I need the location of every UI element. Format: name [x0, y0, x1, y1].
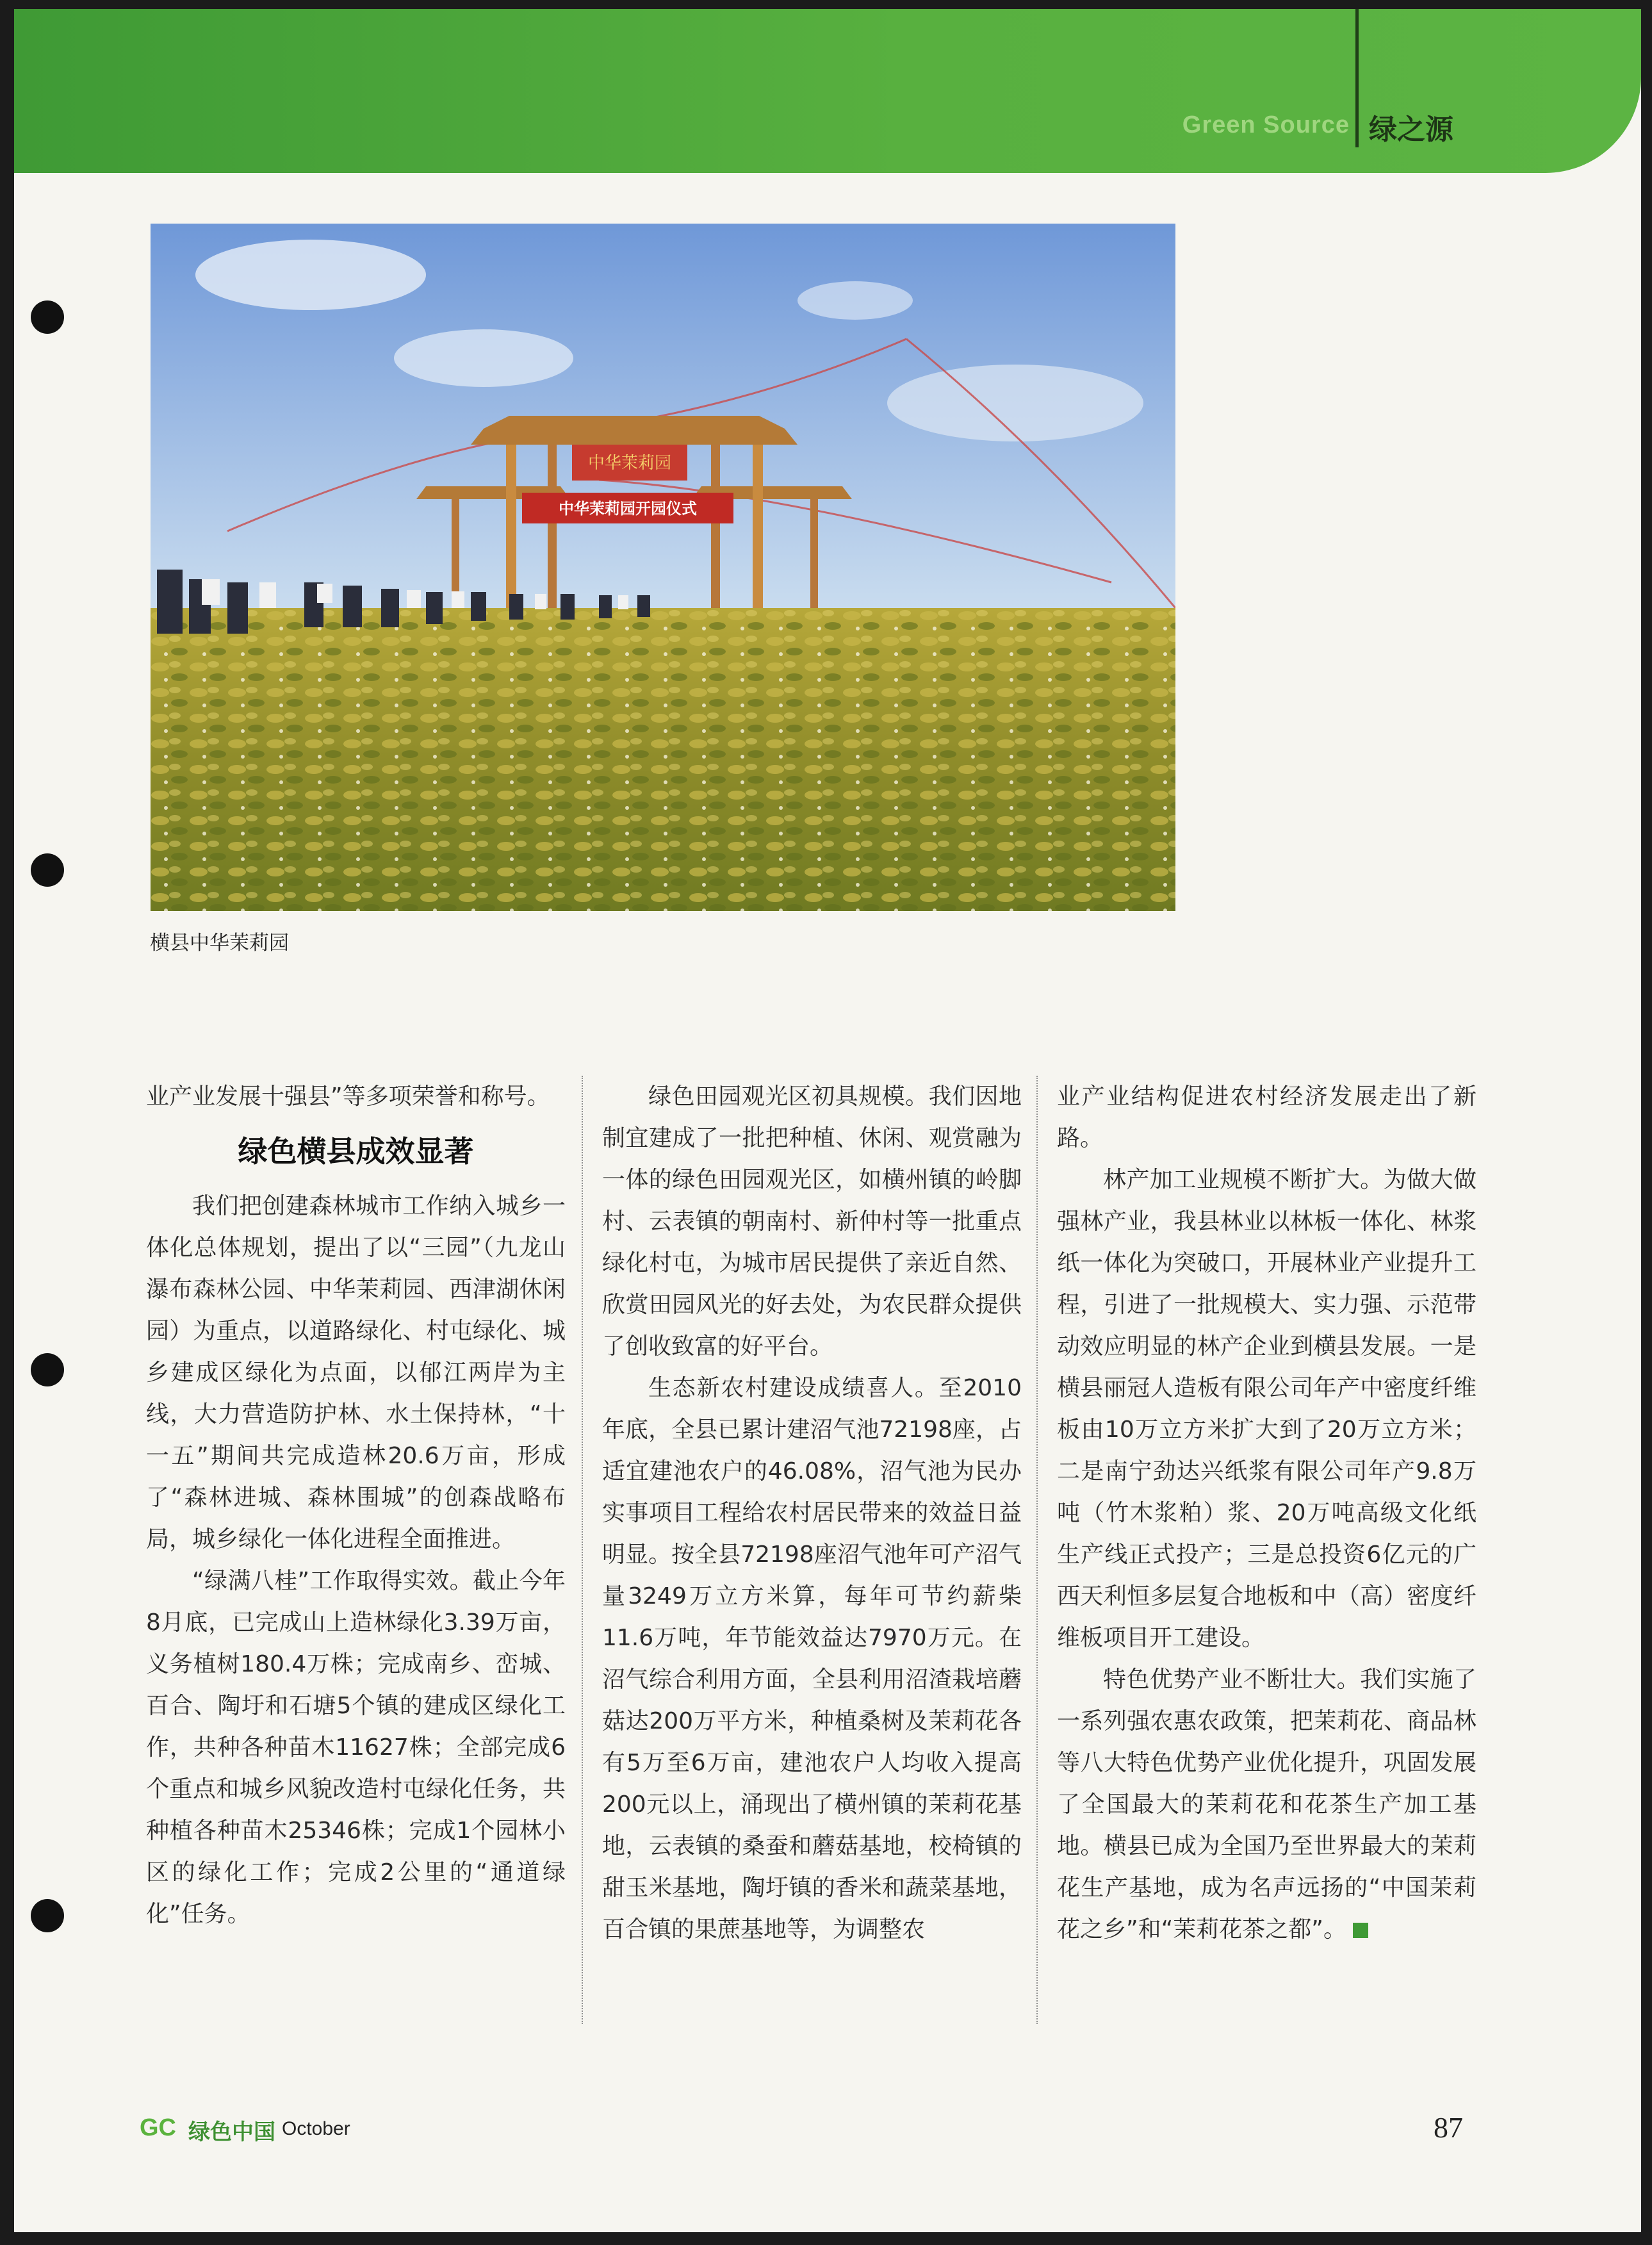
magazine-logo: GC	[140, 2114, 176, 2141]
page-number: 87	[1434, 2111, 1463, 2144]
section-heading: 绿色横县成效显著	[238, 1134, 474, 1169]
magazine-page	[14, 9, 1641, 2232]
section-title-en: Green Source	[1182, 111, 1350, 138]
paragraph: “绿满八桂”工作取得实效。截止今年8月底，已完成山上造林绿化3.39万亩，义务植树180.4万株；完成南乡、峦城、百合、陶圩和石塘5个镇的建成区绿化工作，共种各种苗木11627株；全部完成6个重点和城乡风貌改造村屯绿化任务，共种植各种苗木25346株；完成1个园林小区的绿化工作；完成2公里的“通道绿化”任务。	[146, 1568, 566, 1927]
magazine-name: 绿色中国	[188, 2119, 275, 2145]
paragraph: 生态新农村建设成绩喜人。至2010年底，全县已累计建沼气池72198座，占适宜建池农户的46.08%，沼气池为民办实事项目工程给农村居民带来的效益日益明显。按全县72198座沼气池年可产沼气量3249万立方米算，每年可节约薪柴11.6万吨，年节能效益达7970万元。在沼气综合利用方面，全县利用沼渣栽培蘑菇达200万平方米，种植桑树及茉莉花各有5万至6万亩，建池农户人均收入提高200元以上，涌现出了横州镇的茉莉花基地，云表镇的桑蚕和蘑菇基地，校椅镇的甜玉米基地，陶圩镇的香米和蔬菜基地，百合镇的果蔗基地等，为调整农	[602, 1375, 1022, 1943]
section-title-cn: 绿之源	[1369, 113, 1453, 146]
header-band	[14, 9, 1641, 173]
article-column-2	[602, 1076, 1022, 1950]
end-mark-icon	[1353, 1923, 1368, 1938]
paragraph	[1057, 1659, 1476, 1950]
binder-hole	[31, 1899, 64, 1932]
paragraph: 业产业结构促进农村经济发展走出了新路。	[1057, 1083, 1476, 1151]
column-divider	[1036, 1076, 1038, 2024]
issue-month: October	[282, 2118, 350, 2139]
paragraph: 林产加工业规模不断扩大。为做大做强林产业，我县林业以林板一体化、林浆纸一体化为突破口，开展林业产业提升工程，引进了一批规模大、实力强、示范带动效应明显的林产企业到横县发展。一是横县丽冠人造板有限公司年产中密度纤维板由10万立方米扩大到了20万立方米；二是南宁劲达兴纸浆有限公司年产9.8万吨（竹木浆粕）浆、20万吨高级文化纸生产线正式投产；三是总投资6亿元的广西天利恒多层复合地板和中（高）密度纤维板项目开工建设。	[1057, 1167, 1476, 1651]
gate-banner-text: 中华茉莉园开园仪式	[559, 500, 697, 518]
gate-board-text: 中华茉莉园	[587, 454, 672, 473]
photo-caption: 横县中华茉莉园	[150, 932, 289, 955]
paragraph-text: 特色优势产业不断壮大。我们实施了一系列强农惠农政策，把茉莉花、商品林等八大特色优势产业优化提升，巩固发展了全国最大的茉莉花和花茶生产加工基地。横县已成为全国乃至世界最大的茉莉花生产基地，成为名声远扬的“中国茉莉花之乡”和“茉莉花茶之都”。	[1057, 1666, 1476, 1943]
article-column-3	[1057, 1076, 1476, 1950]
binder-hole	[31, 300, 64, 334]
binder-hole	[31, 1353, 64, 1386]
binder-hole	[31, 853, 64, 887]
paragraph: 绿色田园观光区初具规模。我们因地制宜建成了一批把种植、休闲、观赏融为一体的绿色田园观光区，如横州镇的岭脚村、云表镇的朝南村、新仲村等一批重点绿化村屯，为城市居民提供了亲近自然、欣赏田园风光的好去处，为农民群众提供了创收致富的好平台。	[602, 1083, 1022, 1360]
paragraph: 我们把创建森林城市工作纳入城乡一体化总体规划，提出了以“三园”（九龙山瀑布森林公园、中华茉莉园、西津湖休闲园）为重点，以道路绿化、村屯绿化、城乡建成区绿化为点面，以郁江两岸为主线，大力营造防护林、水土保持林，“十一五”期间共完成造林20.6万亩，形成了“森林进城、森林围城”的创森战略布局，城乡绿化一体化进程全面推进。	[146, 1193, 566, 1552]
article-column-1	[146, 1076, 566, 1935]
paragraph: 业产业发展十强县”等多项荣誉和称号。	[146, 1083, 550, 1110]
header-divider	[1355, 9, 1359, 147]
photo-illustration	[151, 224, 1175, 911]
photo-jasmine-garden	[151, 224, 1175, 911]
column-divider	[582, 1076, 583, 2024]
